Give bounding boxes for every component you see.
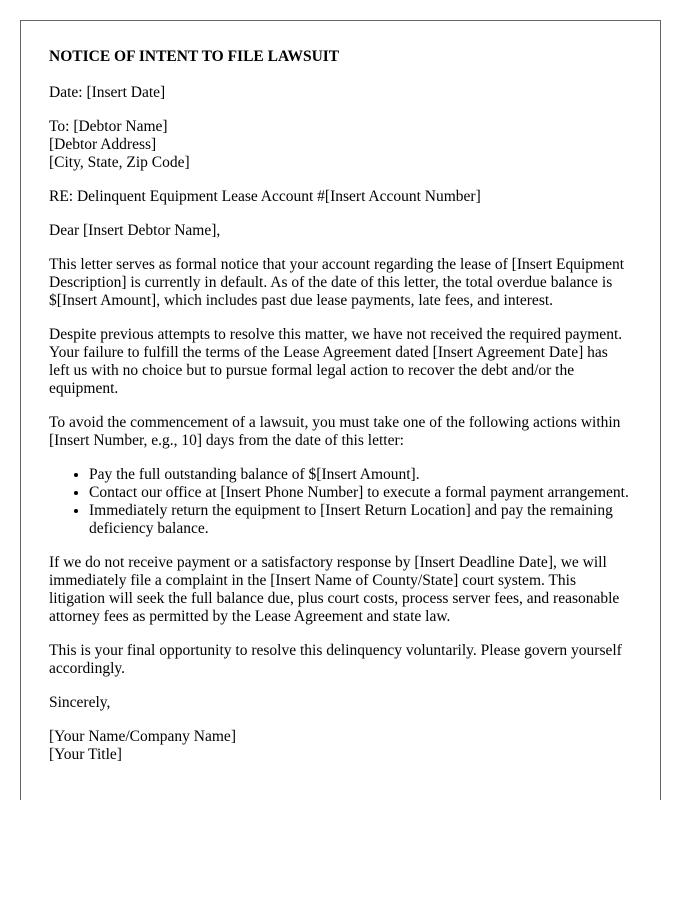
recipient-name: To: [Debtor Name] xyxy=(49,118,168,135)
paragraph-final-opportunity: This is your final opportunity to resolve this delinquency voluntarily. Please govern yourself accordingly. xyxy=(49,642,622,677)
recipient-block xyxy=(49,118,632,172)
letter-page xyxy=(20,20,661,800)
paragraph-failure-to-pay: Despite previous attempts to resolve this matter, we have not received the required payment. Your failure to fulfill the terms of the Lease Agreement dated [Insert Agreement Date] has left us with no choice but to pursue formal legal action to recover the debt and/or the equipment. xyxy=(49,326,623,397)
closing: Sincerely, xyxy=(49,694,111,711)
action-return-equipment: • Immediately return the equipment to [Insert Return Location] and pay the remaining deficiency balance. xyxy=(89,502,632,538)
paragraph-default-notice: This letter serves as formal notice that your account regarding the lease of [Insert Equipment Description] is currently in default. As of the date of this letter, the total overdue balance is $[Insert Amount], which includes past due lease payments, late fees, and interest. xyxy=(49,256,625,309)
action-contact-office: • Contact our office at [Insert Phone Number] to execute a formal payment arrangement. xyxy=(89,484,632,502)
date-line: Date: [Insert Date] xyxy=(49,84,166,101)
paragraph-required-actions: To avoid the commencement of a lawsuit, you must take one of the following actions within [Insert Number, e.g., 10] days from the date of this letter: xyxy=(49,414,621,449)
salutation: Dear [Insert Debtor Name], xyxy=(49,222,221,239)
paragraph-lawsuit-warning: If we do not receive payment or a satisfactory response by [Insert Deadline Date], we will immediately file a complaint in the [Insert Name of County/State] court system. This litigation will seek the full balance due, plus court costs, process server fees, and reasonable attorney fees as permitted by the Lease Agreement and state law. xyxy=(49,554,620,625)
signature-block xyxy=(49,728,632,764)
recipient-city-state-zip: [City, State, Zip Code] xyxy=(49,154,190,171)
signature-name: [Your Name/Company Name] xyxy=(49,728,236,745)
recipient-address: [Debtor Address] xyxy=(49,136,157,153)
letter-title: NOTICE OF INTENT TO FILE LAWSUIT xyxy=(49,48,340,65)
signature-title: [Your Title] xyxy=(49,746,122,763)
action-pay-balance: • Pay the full outstanding balance of $[Insert Amount]. xyxy=(89,466,632,484)
actions-list xyxy=(49,466,632,538)
re-line: RE: Delinquent Equipment Lease Account #[Insert Account Number] xyxy=(49,188,481,205)
